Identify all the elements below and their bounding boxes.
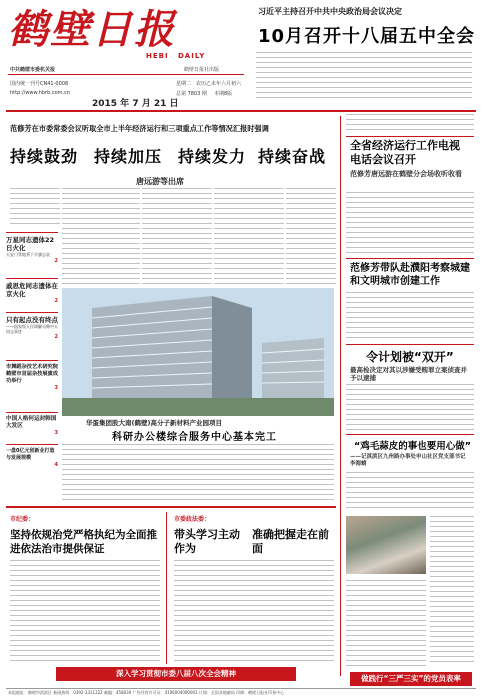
commentary-rule xyxy=(6,506,336,508)
sidebar-item[interactable] xyxy=(6,448,58,478)
sidebar-item[interactable] xyxy=(6,416,58,444)
issue-date: 2015 年 7 月 21 日 xyxy=(92,99,179,109)
masthead-title: 鹤壁日报 xyxy=(8,6,176,53)
commentary-label-2: 市委政法委： xyxy=(174,516,211,523)
sidebar-item-title: 一盘0亿元创新业打造与发展规模 xyxy=(6,448,55,461)
commentary-body-2 xyxy=(174,560,334,664)
lead-body-col-1 xyxy=(62,188,140,286)
sidebar-item-title: 只有起点没有终点 xyxy=(6,316,58,324)
footer-rule xyxy=(6,688,476,689)
story4-rule xyxy=(346,434,474,435)
slogan-1: 持续鼓劲 xyxy=(10,147,79,166)
story4-body xyxy=(346,472,474,512)
sidebar-item[interactable] xyxy=(6,282,58,312)
commentary-divider xyxy=(166,512,167,664)
sidebar-item-title: 中国人格何运封韩国大发区 xyxy=(6,416,57,429)
story4-body-lower xyxy=(346,580,426,666)
masthead-rule xyxy=(8,74,244,75)
people-photo xyxy=(346,516,426,574)
commentary-title-2a: 带头学习主动作为 xyxy=(174,528,240,555)
top-right-body xyxy=(346,114,474,132)
lead-body-col-2 xyxy=(142,188,212,286)
story3-body xyxy=(346,384,474,430)
sidebar-item[interactable] xyxy=(6,316,58,360)
sidebar-item-title: 万星同志遗体22日火化 xyxy=(6,236,55,252)
masthead-daily: DAILY xyxy=(178,52,206,60)
building-photo xyxy=(62,288,334,416)
url-label: http://www.hbrb.com.cn xyxy=(10,90,71,96)
story4-sub: ——记淇滨区九州路办事处申山社区党支部书记李海蜻 xyxy=(350,454,466,467)
commentary-banner: 深入学习贯彻市委八届八次全会精神 xyxy=(56,667,296,681)
sidebar-item[interactable] xyxy=(6,236,58,278)
sidebar-item-sub: ——国家级人民调解员韩中天同志事迹 xyxy=(6,324,58,334)
building-illustration xyxy=(62,288,334,416)
issue-number: 总第 7803 期 xyxy=(176,91,207,97)
commentary-label-1: 市纪委： xyxy=(10,516,35,523)
photo-caption-title: 科研办公楼综合服务中心基本完工 xyxy=(112,432,277,443)
sidebar-item[interactable] xyxy=(6,364,58,412)
top-story-headline: 10月召开十八届五中全会 xyxy=(258,26,476,47)
lunar-date: 农历乙未年六月初六 xyxy=(196,81,242,87)
lead-kicker: 范修芳在市委常委会议听取全市上半年经济运行和三项重点工作等情况汇报时强调 xyxy=(10,124,269,133)
story4-body-continued xyxy=(430,516,474,666)
top-story-kicker: 习近平主持召开中共中央政治局会议决定 xyxy=(258,7,402,16)
story1-sub: 范修芳唐远游在鹤壁分会场收听收看 xyxy=(350,170,462,178)
slogan-3: 持续发力 xyxy=(178,147,247,166)
weekday-label: 星期二 xyxy=(176,81,192,87)
sidebar-item-page: 2 xyxy=(54,258,58,264)
sidebar xyxy=(6,232,58,502)
commentary-title-1: 坚持依规治党严格执纪为全面推进依法治市提供保证 xyxy=(10,529,157,555)
story1-box xyxy=(346,136,474,137)
story4-title: “鸡毛蒜皮的事也要用心做” xyxy=(354,441,471,452)
top-story-body xyxy=(256,52,472,102)
lead-body-col-4 xyxy=(286,188,336,286)
sidebar-item-page: 2 xyxy=(54,334,58,340)
story2-rule xyxy=(346,258,474,259)
sidebar-item-title: 市舞蹈杂技艺术研究院鹤壁市首届杂技展演成功举行 xyxy=(6,364,58,384)
story1-body xyxy=(346,192,474,254)
page-count: 本期8版 xyxy=(214,91,233,97)
slogan-4: 持续奋战 xyxy=(258,147,327,166)
commentary-body-1 xyxy=(10,560,160,664)
lead-body-col-0 xyxy=(10,188,60,228)
masthead-hebi: HEBI xyxy=(146,52,169,60)
story3-rule xyxy=(346,344,474,345)
sidebar-item-page: 2 xyxy=(54,298,58,304)
story3-title: 令计划被“双开” xyxy=(366,350,454,364)
sidebar-item-page: 3 xyxy=(54,385,58,391)
bottom-right-banner: 做践行“三严三实”的党员表率 xyxy=(350,672,472,686)
sidebar-item-sub: 天安门等地将下半旗志哀 xyxy=(6,252,50,257)
sidebar-item-title: 戚思危同志遗体在京火化 xyxy=(6,282,58,298)
photo-caption-kicker: 华蛋集团股大南(鹤壁)高分子新材料产业园项目 xyxy=(86,419,222,427)
column-rule xyxy=(340,116,341,676)
commentary-title-2b: 准确把握走在前面 xyxy=(252,528,329,555)
sidebar-item-page: 4 xyxy=(54,462,58,468)
issn-label: 国内统一刊号CN41-0008 xyxy=(10,81,69,87)
story2-body xyxy=(346,292,474,340)
sidebar-item-page: 3 xyxy=(54,430,58,436)
publisher-label: 中共鹤壁市委机关报 xyxy=(10,67,56,73)
lead-byline: 唐远游等出席 xyxy=(136,177,184,186)
photo-caption-body xyxy=(62,444,334,500)
header-divider xyxy=(6,110,476,112)
slogan-2: 持续加压 xyxy=(94,147,163,166)
footer-text: 本报地址：鹤壁市淇滨区 新闻热线：0392-3311222 邮编：458030 广告经营许可证：4106004000001 订阅：全国各地邮局 印刷：鹤壁日报社印务中心 xyxy=(8,690,285,695)
story2-title: 范修芳带队赴濮阳考察城建和文明城市创建工作 xyxy=(350,263,470,287)
story1-title: 全省经济运行工作电视电话会议召开 xyxy=(350,139,460,166)
site-label: 鹤壁日报社出版 xyxy=(184,67,220,73)
story3-sub: 最高检决定对其以涉嫌受贿罪立案侦查并予以逮捕 xyxy=(350,366,467,382)
lead-body-col-3 xyxy=(214,188,284,286)
